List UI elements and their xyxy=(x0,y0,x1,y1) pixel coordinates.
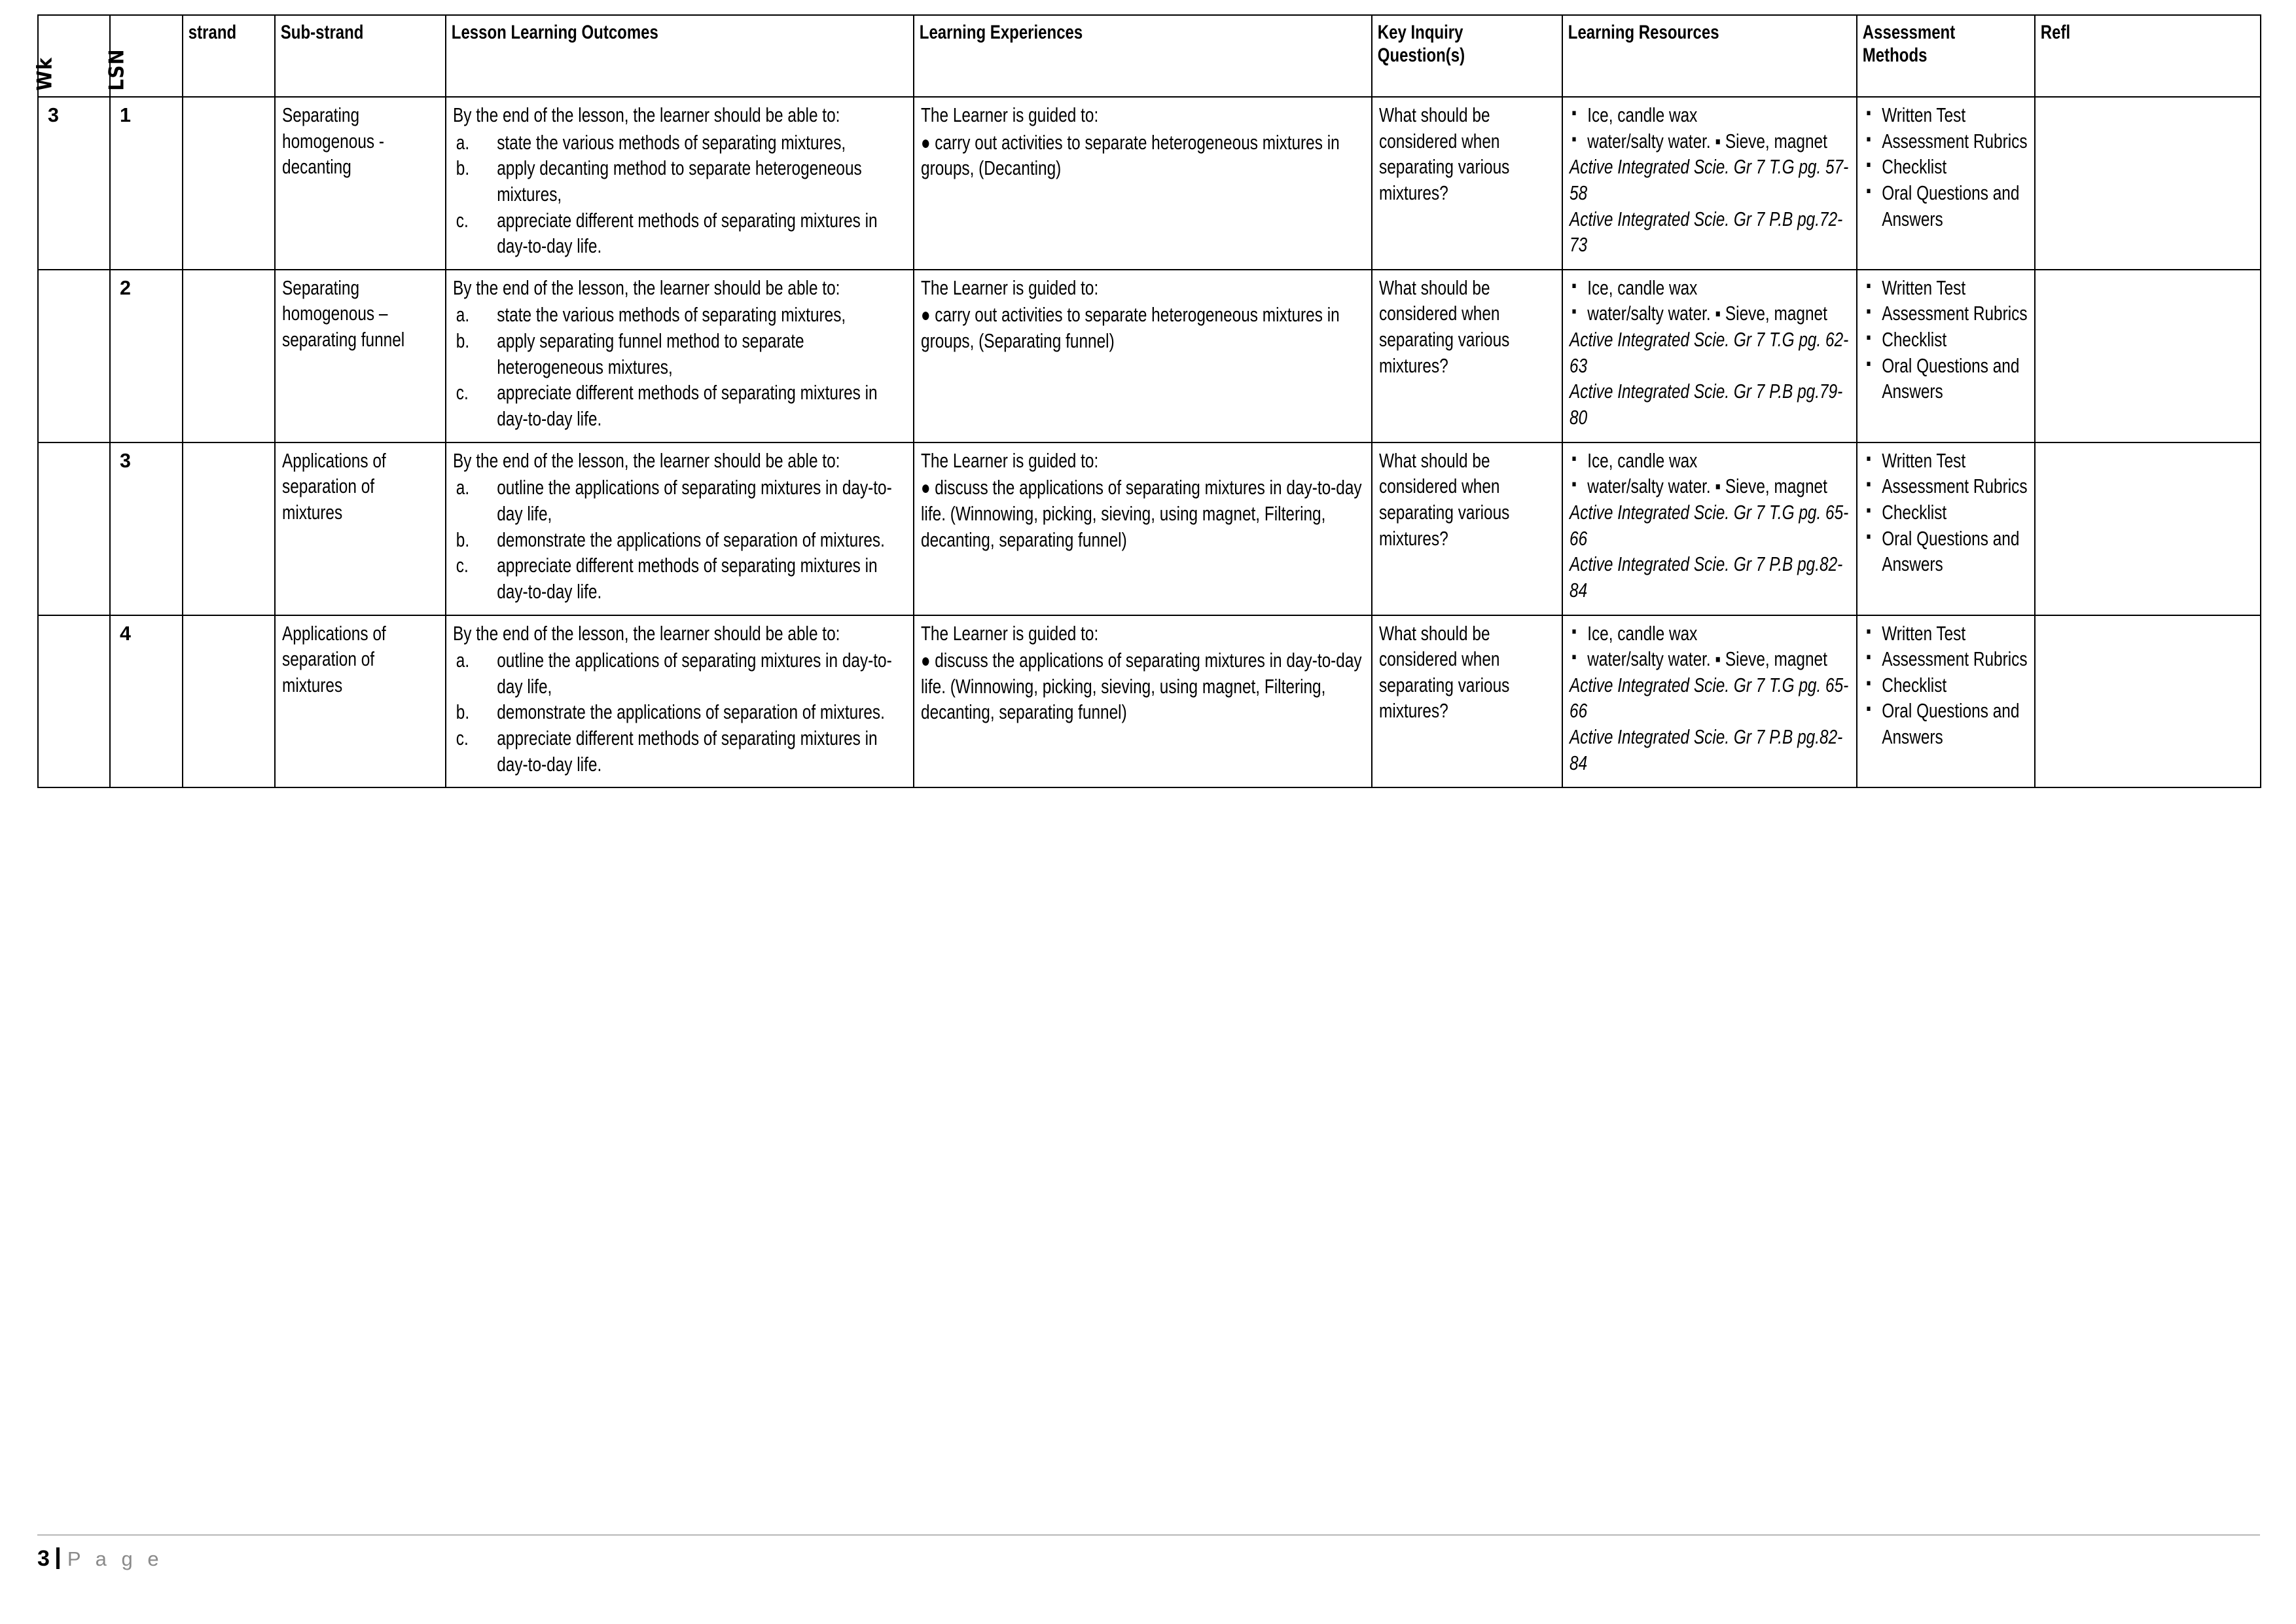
assessment-item: ▪ Checklist xyxy=(1866,672,1947,696)
experience-item: ● carry out activities to separate heterogeneous mixtures in groups, (Decanting) xyxy=(921,131,1340,180)
column-header-sub-strand xyxy=(275,15,412,97)
cell-reflection xyxy=(2035,270,2261,442)
column-header-key-inquiry xyxy=(1372,15,1524,97)
key-inquiry-value: What should be considered when separating various mixtures? xyxy=(1379,104,1510,204)
table-row xyxy=(38,270,2261,442)
resource-item: ▪ water/salty water. ▪ Sieve, magnet xyxy=(1571,301,1827,325)
column-header-lesson-label: LSN xyxy=(105,48,129,91)
cell-assessment-methods xyxy=(1857,97,2035,270)
scheme-of-work-table xyxy=(33,14,2261,788)
cell-learning-experiences xyxy=(914,615,1372,788)
outcome-marker: b. xyxy=(456,701,470,724)
cell-reflection xyxy=(2035,442,2261,615)
outcome-item: a. state the various methods of separating mixtures, xyxy=(453,130,906,156)
outcome-marker: c. xyxy=(456,382,469,405)
cell-week xyxy=(38,270,110,442)
footer-divider xyxy=(37,1534,2260,1536)
assessment-item: ▪ Checklist xyxy=(1866,499,1947,524)
assessment-item: ▪ Oral Questions and Answers xyxy=(1866,180,2020,230)
outcome-item: c. appreciate different methods of separating mixtures in day-to-day life. xyxy=(456,554,878,603)
cell-key-inquiry xyxy=(1372,442,1562,615)
square-bullet-icon: ▪ xyxy=(1571,621,1577,641)
column-header-learning-resources-label: Learning Resources xyxy=(1568,22,1719,43)
experiences-lead: The Learner is guided to: xyxy=(921,104,1099,126)
outcome-item: c. appreciate different methods of separating mixtures in day-to-day life. xyxy=(456,727,878,776)
experience-item: ● discuss the applications of separating mixtures in day-to-day life. (Winnowing, picking, sieving, using magnet, Filtering, decanting, separating funnel) xyxy=(921,477,1362,551)
bullet-dot-icon: ● xyxy=(921,132,931,154)
sub-strand-value: Applications of separation of mixtures xyxy=(282,449,386,524)
column-header-strand xyxy=(183,15,257,97)
square-bullet-icon: ▪ xyxy=(1866,647,1871,667)
cell-week xyxy=(38,97,110,270)
experiences-lead: The Learner is guided to: xyxy=(921,622,1099,645)
key-inquiry-value: What should be considered when separating various mixtures? xyxy=(1379,276,1510,377)
outcomes-lead: By the end of the lesson, the learner should be able to: xyxy=(453,449,840,472)
resource-reference: Active Integrated Scie. Gr 7 P.B pg.82-84 xyxy=(1570,726,1843,774)
cell-strand xyxy=(183,270,275,442)
square-bullet-icon: ▪ xyxy=(1866,499,1871,520)
assessment-item: ▪ Oral Questions and Answers xyxy=(1866,353,2020,403)
table-row xyxy=(38,97,2261,270)
table-row xyxy=(38,442,2261,615)
assessment-item: ▪ Assessment Rubrics xyxy=(1866,128,2028,153)
outcome-item: c. appreciate different methods of separating mixtures in day-to-day life. xyxy=(456,382,878,431)
outcomes-list xyxy=(453,130,906,260)
resource-reference: Active Integrated Scie. Gr 7 P.B pg.79-80 xyxy=(1570,380,1843,429)
experiences-lead: The Learner is guided to: xyxy=(921,449,1099,472)
square-bullet-icon: ▪ xyxy=(1571,448,1577,468)
assessment-item: ▪ Written Test xyxy=(1866,275,1966,299)
resource-item: ▪ Ice, candle wax xyxy=(1571,448,1698,472)
outcome-marker: c. xyxy=(456,209,469,232)
resource-reference: Active Integrated Scie. Gr 7 T.G pg. 65-66 xyxy=(1570,501,1849,550)
square-bullet-icon: ▪ xyxy=(1866,103,1871,122)
column-header-learning-outcomes xyxy=(446,15,820,97)
square-bullet-icon: ▪ xyxy=(1571,275,1577,295)
square-bullet-icon: ▪ xyxy=(1866,275,1871,295)
cell-lesson xyxy=(110,97,183,270)
lesson-number-value: 1 xyxy=(120,104,131,126)
assessment-item: ▪ Written Test xyxy=(1866,621,1966,645)
table-header-row xyxy=(38,15,2261,97)
outcome-item: c. appreciate different methods of separating mixtures in day-to-day life. xyxy=(456,209,878,258)
page-footer xyxy=(37,1546,2260,1572)
resources-list xyxy=(1570,103,1850,154)
cell-key-inquiry xyxy=(1372,615,1562,788)
column-header-strand-label: strand xyxy=(188,22,237,43)
cell-learning-resources xyxy=(1562,97,1857,270)
square-bullet-icon: ▪ xyxy=(1866,353,1871,373)
cell-strand xyxy=(183,615,275,788)
resource-item: ▪ water/salty water. ▪ Sieve, magnet xyxy=(1571,474,1827,498)
assessment-list xyxy=(1864,103,2028,232)
resource-item: ▪ Ice, candle wax xyxy=(1571,275,1698,299)
experience-item: ● discuss the applications of separating mixtures in day-to-day life. (Winnowing, picking, sieving, using magnet, Filtering, decanting, separating funnel) xyxy=(921,649,1362,724)
cell-sub-strand xyxy=(275,442,446,615)
resource-item: ▪ Ice, candle wax xyxy=(1571,103,1698,126)
cell-learning-experiences xyxy=(914,442,1372,615)
outcome-item: b. demonstrate the applications of separation of mixtures. xyxy=(453,528,906,554)
bullet-dot-icon: ● xyxy=(921,304,931,327)
column-header-assessment-methods-label: Assessment Methods xyxy=(1862,22,1956,67)
outcome-marker: c. xyxy=(456,554,469,577)
square-bullet-icon: ▪ xyxy=(1571,474,1577,494)
resource-reference: Active Integrated Scie. Gr 7 P.B pg.72-73 xyxy=(1570,208,1843,257)
cell-lesson xyxy=(110,442,183,615)
cell-sub-strand xyxy=(275,97,446,270)
square-bullet-icon: ▪ xyxy=(1866,526,1871,546)
footer-separator-bar xyxy=(56,1547,60,1569)
lesson-number-value: 4 xyxy=(120,622,131,645)
assessment-list xyxy=(1864,276,2028,405)
outcome-item: b. apply decanting method to separate heterogeneous mixtures, xyxy=(456,157,862,206)
assessment-item: ▪ Oral Questions and Answers xyxy=(1866,526,2020,576)
outcome-item: a. outline the applications of separating mixtures in day-to-day life, xyxy=(456,649,892,698)
square-bullet-icon: ▪ xyxy=(1866,154,1871,175)
bullet-dot-icon: ● xyxy=(921,650,931,672)
outcome-item: b. demonstrate the applications of separation of mixtures. xyxy=(453,700,906,726)
assessment-item: ▪ Written Test xyxy=(1866,448,1966,472)
cell-lesson xyxy=(110,270,183,442)
outcomes-list xyxy=(453,475,906,605)
resource-item: ▪ water/salty water. ▪ Sieve, magnet xyxy=(1571,647,1827,671)
cell-strand xyxy=(183,97,275,270)
cell-lesson xyxy=(110,615,183,788)
cell-learning-experiences xyxy=(914,97,1372,270)
resource-reference: Active Integrated Scie. Gr 7 T.G pg. 57-58 xyxy=(1570,156,1849,204)
assessment-item: ▪ Assessment Rubrics xyxy=(1866,474,2028,498)
square-bullet-icon: ▪ xyxy=(1571,128,1577,149)
footer-page-number: 3 xyxy=(37,1546,50,1571)
cell-reflection xyxy=(2035,615,2261,788)
square-bullet-icon: ▪ xyxy=(1866,327,1871,348)
square-bullet-icon: ▪ xyxy=(1866,301,1871,321)
cell-reflection xyxy=(2035,97,2261,270)
outcomes-lead: By the end of the lesson, the learner should be able to: xyxy=(453,104,840,126)
column-header-learning-outcomes-label: Lesson Learning Outcomes xyxy=(451,22,658,43)
experience-item: ● carry out activities to separate heterogeneous mixtures in groups, (Separating funnel) xyxy=(921,304,1340,353)
column-header-sub-strand-label: Sub-strand xyxy=(280,22,364,43)
square-bullet-icon: ▪ xyxy=(1866,448,1871,468)
assessment-item: ▪ Checklist xyxy=(1866,327,1947,352)
outcome-item: b. apply separating funnel method to separate heterogeneous mixtures, xyxy=(456,330,804,378)
resource-item: ▪ water/salty water. ▪ Sieve, magnet xyxy=(1571,128,1827,153)
outcome-marker: a. xyxy=(456,304,470,327)
assessment-list xyxy=(1864,621,2028,751)
key-inquiry-value: What should be considered when separating various mixtures? xyxy=(1379,449,1510,550)
resource-reference: Active Integrated Scie. Gr 7 T.G pg. 62-63 xyxy=(1570,329,1849,377)
lesson-number-value: 2 xyxy=(120,276,131,299)
outcomes-list xyxy=(453,648,906,778)
column-header-reflection-label: Refl xyxy=(2040,22,2071,43)
cell-learning-resources xyxy=(1562,270,1857,442)
outcomes-lead: By the end of the lesson, the learner should be able to: xyxy=(453,276,840,299)
assessment-item: ▪ Checklist xyxy=(1866,154,1947,179)
square-bullet-icon: ▪ xyxy=(1571,301,1577,321)
key-inquiry-value: What should be considered when separating various mixtures? xyxy=(1379,622,1510,723)
square-bullet-icon: ▪ xyxy=(1866,180,1871,200)
outcomes-lead: By the end of the lesson, the learner should be able to: xyxy=(453,622,840,645)
table-body xyxy=(38,97,2261,787)
assessment-item: ▪ Written Test xyxy=(1866,103,1966,126)
outcome-item: a. state the various methods of separating mixtures, xyxy=(453,302,906,329)
cell-learning-outcomes xyxy=(446,615,914,788)
square-bullet-icon: ▪ xyxy=(1866,672,1871,693)
lesson-number-value: 3 xyxy=(120,449,131,472)
resource-reference: Active Integrated Scie. Gr 7 T.G pg. 65-66 xyxy=(1570,674,1849,723)
table-row xyxy=(38,615,2261,788)
assessment-item: ▪ Oral Questions and Answers xyxy=(1866,698,2020,749)
assessment-list xyxy=(1864,448,2028,578)
cell-learning-experiences xyxy=(914,270,1372,442)
column-header-week xyxy=(33,15,110,97)
resources-list xyxy=(1570,448,1850,500)
experiences-lead: The Learner is guided to: xyxy=(921,276,1099,299)
column-header-learning-experiences xyxy=(914,15,1280,97)
outcome-marker: a. xyxy=(456,477,470,499)
outcome-marker: b. xyxy=(456,330,470,353)
outcome-marker: b. xyxy=(456,528,470,551)
column-header-reflection xyxy=(2035,15,2215,97)
sub-strand-value: Separating homogenous – separating funnel xyxy=(282,276,405,352)
outcome-marker: c. xyxy=(456,727,469,750)
resource-reference: Active Integrated Scie. Gr 7 P.B pg.82-84 xyxy=(1570,553,1843,602)
cell-sub-strand xyxy=(275,270,446,442)
column-header-learning-resources xyxy=(1562,15,1798,97)
cell-learning-outcomes xyxy=(446,270,914,442)
week-value: 3 xyxy=(48,104,59,126)
square-bullet-icon: ▪ xyxy=(1571,103,1577,122)
resource-item: ▪ Ice, candle wax xyxy=(1571,621,1698,645)
resources-list xyxy=(1570,621,1850,673)
assessment-item: ▪ Assessment Rubrics xyxy=(1866,301,2028,325)
square-bullet-icon: ▪ xyxy=(1571,647,1577,667)
column-header-assessment-methods xyxy=(1857,15,2000,97)
cell-assessment-methods xyxy=(1857,270,2035,442)
cell-assessment-methods xyxy=(1857,615,2035,788)
cell-week xyxy=(38,615,110,788)
resources-list xyxy=(1570,276,1850,327)
cell-key-inquiry xyxy=(1372,270,1562,442)
sub-strand-value: Separating homogenous - decanting xyxy=(282,104,384,179)
outcomes-list xyxy=(453,302,906,432)
cell-strand xyxy=(183,442,275,615)
cell-week xyxy=(38,442,110,615)
square-bullet-icon: ▪ xyxy=(1866,474,1871,494)
cell-sub-strand xyxy=(275,615,446,788)
outcome-item: a. outline the applications of separating mixtures in day-to-day life, xyxy=(456,477,892,525)
square-bullet-icon: ▪ xyxy=(1866,128,1871,149)
square-bullet-icon: ▪ xyxy=(1866,698,1871,719)
cell-learning-resources xyxy=(1562,442,1857,615)
column-header-learning-experiences-label: Learning Experiences xyxy=(919,22,1083,43)
cell-learning-outcomes xyxy=(446,97,914,270)
outcome-marker: a. xyxy=(456,131,470,154)
sub-strand-value: Applications of separation of mixtures xyxy=(282,622,386,696)
column-header-key-inquiry-label: Key Inquiry Question(s) xyxy=(1377,22,1465,67)
cell-learning-outcomes xyxy=(446,442,914,615)
column-header-lesson xyxy=(105,15,183,97)
column-header-week-label: Wk xyxy=(33,57,57,91)
cell-key-inquiry xyxy=(1372,97,1562,270)
cell-assessment-methods xyxy=(1857,442,2035,615)
footer-page-word: P a g e xyxy=(67,1547,164,1570)
cell-learning-resources xyxy=(1562,615,1857,788)
assessment-item: ▪ Assessment Rubrics xyxy=(1866,647,2028,671)
bullet-dot-icon: ● xyxy=(921,477,931,499)
outcome-marker: a. xyxy=(456,649,470,672)
square-bullet-icon: ▪ xyxy=(1866,621,1871,641)
outcome-marker: b. xyxy=(456,157,470,180)
